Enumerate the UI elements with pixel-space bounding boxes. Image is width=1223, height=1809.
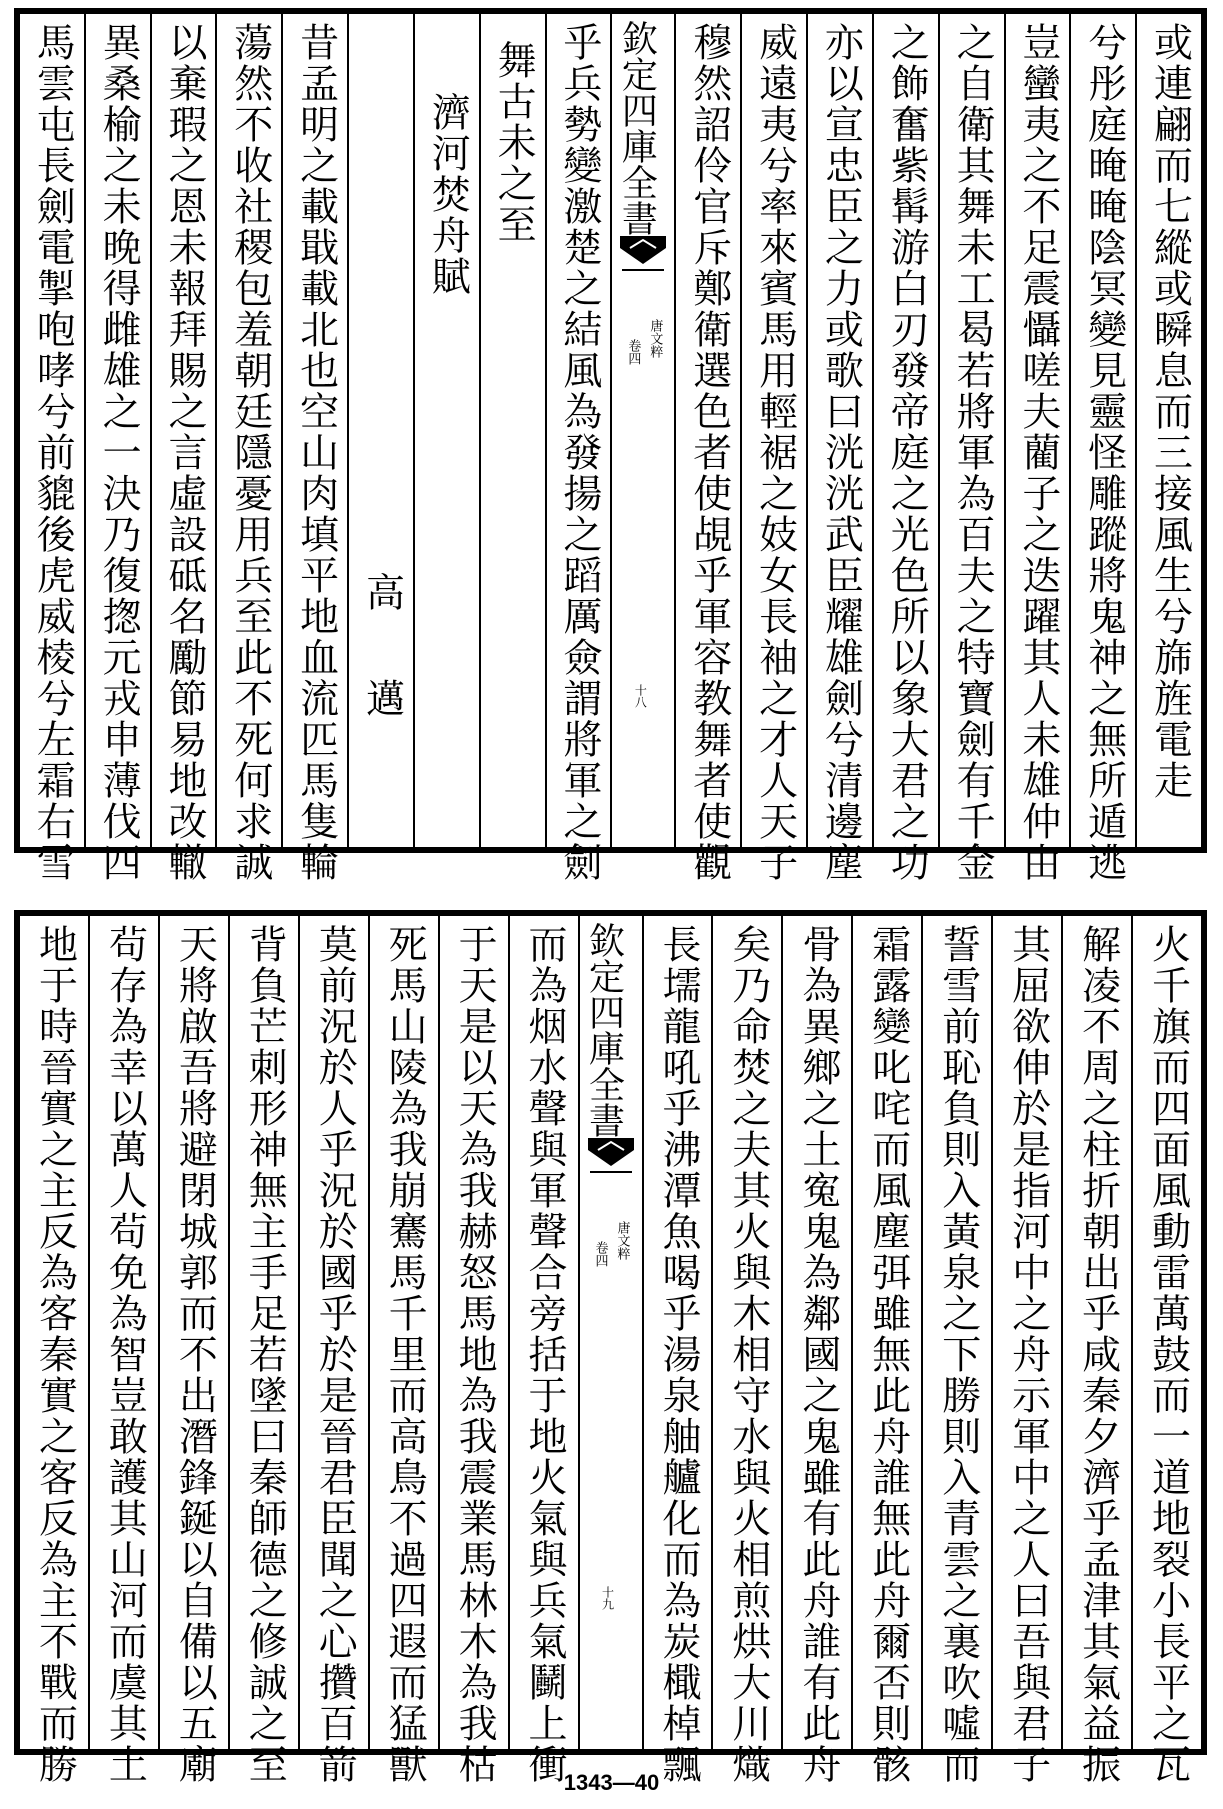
text-column bbox=[991, 916, 1061, 1785]
text-column bbox=[851, 916, 921, 1785]
text-column bbox=[479, 14, 545, 847]
essay-title: 濟河焚舟賦 bbox=[425, 92, 471, 297]
text-column bbox=[84, 14, 150, 883]
text-column bbox=[298, 916, 368, 1785]
column-text: 其屈欲伸於是指河中之舟示軍中之人曰吾與君子 bbox=[1005, 924, 1051, 1785]
text-column bbox=[1131, 916, 1201, 1785]
volume-label: 卷四 bbox=[592, 1241, 608, 1267]
column-text: 背負芒刺形神無主手足若墜曰秦師德之修誠之至 bbox=[242, 924, 288, 1785]
column-text: 兮彤庭晻晻陰冥變見靈怪雕蹤將鬼神之無所遁逃 bbox=[1081, 22, 1127, 883]
library-title: 欽定四庫全書 bbox=[583, 922, 625, 1138]
text-column bbox=[781, 916, 851, 1785]
text-column bbox=[368, 916, 438, 1785]
column-text: 以棄瑕之恩未報拜賜之言虛設砥名勵節易地改轍 bbox=[161, 22, 207, 883]
column-text: 亦以宣忠臣之力或歌曰洸洸武臣耀雄劍兮清邊塵 bbox=[818, 22, 864, 883]
volume-label: 卷四 bbox=[625, 339, 641, 365]
source-title: 唐文粹 bbox=[614, 1221, 630, 1260]
text-column bbox=[215, 14, 281, 883]
text-column bbox=[438, 916, 508, 1785]
text-column bbox=[642, 916, 712, 1785]
column-text: 火千旗而四面風動雷萬鼓而一道地裂小長平之瓦 bbox=[1145, 924, 1191, 1785]
library-title: 欽定四庫全書 bbox=[616, 20, 658, 236]
column-text: 天將啟吾將避閉城郭而不出潛鋒鋋以自備以五廟 bbox=[172, 924, 218, 1785]
text-column bbox=[158, 916, 228, 1785]
page-number: 十九 bbox=[600, 1586, 615, 1610]
text-column bbox=[1135, 14, 1201, 847]
text-column bbox=[20, 916, 88, 1785]
center-fold-column bbox=[610, 14, 674, 847]
text-column bbox=[20, 14, 84, 883]
text-column bbox=[1061, 916, 1131, 1785]
column-text: 舞古未之至 bbox=[491, 40, 537, 245]
fish-tail-mark-icon bbox=[586, 1136, 636, 1176]
text-column bbox=[88, 916, 158, 1785]
column-text: 骨為異鄉之土寃鬼為鄰國之鬼雖有此舟誰有此舟 bbox=[795, 924, 841, 1785]
column-text: 穆然詔伶官斥鄭衛選色者使覘乎軍容教舞者使觀 bbox=[686, 22, 732, 883]
center-fold-column bbox=[578, 916, 642, 1749]
column-text: 之飾奮紫髯游白刃發帝庭之光色所以象大君之功 bbox=[884, 22, 930, 883]
text-column bbox=[674, 14, 740, 883]
column-text: 或連翩而七縱或瞬息而三接風生兮旆旌電走 bbox=[1147, 22, 1193, 801]
text-column bbox=[228, 916, 298, 1785]
column-text: 乎兵勢變激楚之結風為發揚之蹈厲僉謂將軍之劍 bbox=[556, 22, 602, 883]
column-text: 解凌不周之柱折朝出乎咸秦夕濟乎孟津其氣益振 bbox=[1075, 924, 1121, 1785]
essay-title-column bbox=[413, 14, 479, 847]
column-text: 之自衛其舞未工曷若將軍為百夫之特寶劍有千金 bbox=[950, 22, 996, 883]
column-text: 矣乃命焚之夫其火與木相守水與火相煎烘大川熾 bbox=[725, 924, 771, 1785]
text-column bbox=[740, 14, 806, 883]
column-text: 死馬山陵為我崩騫馬千里而高鳥不過四遐而猛獸 bbox=[382, 924, 428, 1785]
top-page bbox=[14, 8, 1207, 883]
column-text: 威遠夷兮率來賓馬用輕裾之妓女長袖之才人天子 bbox=[752, 22, 798, 883]
page-number: 十八 bbox=[633, 684, 648, 708]
text-column bbox=[281, 14, 347, 883]
text-column bbox=[1004, 14, 1070, 883]
text-column bbox=[806, 14, 872, 883]
column-text: 馬雲屯長劍電掣咆哮兮前貔後虎威棱兮左霜右雪 bbox=[30, 22, 76, 883]
column-text: 地于時晉實之主反為客秦實之客反為主不戰而勝 bbox=[32, 924, 78, 1785]
column-text: 霜露變叱咤而風塵弭雖無此舟誰無此舟爾否則骸 bbox=[865, 924, 911, 1785]
column-text: 而為烟水聲與軍聲合旁括于地火氣與兵氣鬭上衝 bbox=[522, 924, 567, 1785]
text-column bbox=[711, 916, 781, 1785]
author-column bbox=[347, 14, 413, 847]
fish-tail-mark-icon bbox=[618, 234, 668, 274]
column-text: 于天是以天為我赫怒馬地為我震業馬林木為我枯 bbox=[452, 924, 498, 1785]
column-text: 長壖龍吼乎沸潭魚喝乎湯泉舳艫化而為炭檝棹飄 bbox=[655, 924, 701, 1785]
text-column bbox=[508, 916, 578, 1785]
column-text: 豈蠻夷之不足震懾嗟夫藺子之迭躍其人未雄仲由 bbox=[1015, 22, 1061, 883]
text-column bbox=[872, 14, 938, 883]
source-title: 唐文粹 bbox=[647, 319, 663, 358]
text-column bbox=[921, 916, 991, 1785]
page-footer-number: 1343—40 bbox=[563, 1770, 660, 1795]
text-column bbox=[545, 14, 611, 883]
column-text: 莫前況於人乎況於國乎於是晉君臣聞之心攢百箭 bbox=[312, 924, 358, 1785]
column-text: 茍存為幸以萬人茍免為智豈敢護其山河而虞其土 bbox=[102, 924, 148, 1785]
text-column bbox=[938, 14, 1004, 883]
column-text: 誓雪前恥負則入黃泉之下勝則入青雲之裏吹噓而 bbox=[935, 924, 981, 1785]
text-column bbox=[150, 14, 216, 883]
column-text: 異桑榆之未晚得雌雄之一決乃復揔元戎申薄伐四 bbox=[96, 22, 142, 883]
author-name: 高 邁 bbox=[359, 572, 405, 731]
text-column bbox=[1069, 14, 1135, 883]
column-text: 蕩然不收社稷包羞朝廷隱憂用兵至此不死何求誠 bbox=[227, 22, 273, 883]
top-page-columns bbox=[20, 14, 1201, 883]
column-text: 昔孟明之載戢載北也空山肉填平地血流匹馬隻輪 bbox=[293, 22, 339, 883]
